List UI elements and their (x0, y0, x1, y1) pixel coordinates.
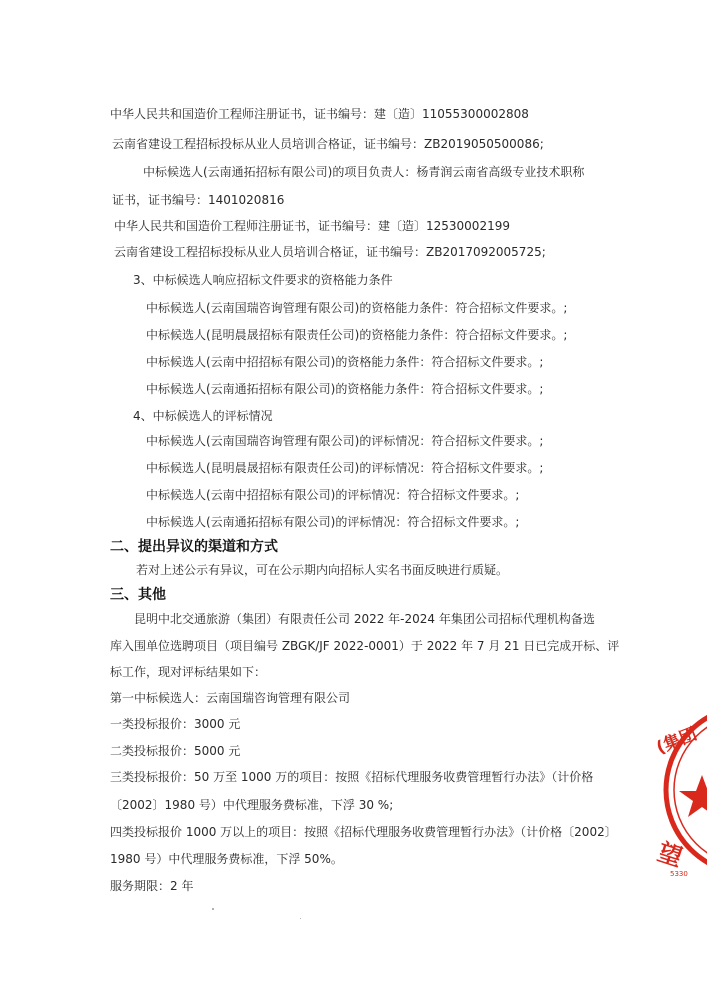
company-seal (640, 705, 707, 885)
class-3-price: 三类投标报价：50 万至 1000 万的项目：按照《招标代理服务收费管理暂行办法》（计价格 (110, 770, 594, 784)
section-3-title: 3、中标候选人响应招标文件要求的资格能力条件 (133, 273, 393, 287)
class-3-price: 〔2002〕1980 号）中代理服务费标准，下浮 30 %; (110, 798, 394, 812)
class-1-price: 一类投标报价：3000 元 (110, 717, 241, 731)
scan-speck (300, 918, 301, 919)
heading-objection: 二、提出异议的渠道和方式 (110, 539, 278, 555)
evaluation-item: 中标候选人(云南中招招标有限公司)的评标情况：符合招标文件要求。; (146, 488, 520, 502)
credential-line: 云南省建设工程招标投标从业人员培训合格证，证书编号：ZB2017092005725; (114, 245, 546, 259)
qualification-item: 中标候选人(云南通拓招标有限公司)的资格能力条件：符合招标文件要求。; (146, 382, 544, 396)
credential-line: 中华人民共和国造价工程师注册证书，证书编号：建〔造〕12530002199 (114, 219, 510, 233)
class-4-price: 四类投标报价 1000 万以上的项目：按照《招标代理服务收费管理暂行办法》（计价格〔2002〕 (110, 825, 617, 839)
evaluation-item: 中标候选人(云南通拓招标有限公司)的评标情况：符合招标文件要求。; (146, 515, 520, 529)
class-4-price: 1980 号）中代理服务费标准，下浮 50%。 (110, 852, 343, 866)
credential-line: 中华人民共和国造价工程师注册证书，证书编号：建〔造〕11055300002808 (110, 107, 529, 121)
objection-text: 若对上述公示有异议，可在公示期内向招标人实名书面反映进行质疑。 (136, 563, 509, 577)
heading-other: 三、其他 (110, 587, 166, 603)
star-icon (679, 775, 707, 817)
service-period: 服务期限：2 年 (110, 879, 194, 893)
qualification-item: 中标候选人(云南中招招标有限公司)的资格能力条件：符合招标文件要求。; (146, 355, 544, 369)
project-manager-line: 中标候选人(云南通拓招标有限公司)的项目负责人：杨青润云南省高级专业技术职称 (143, 165, 585, 179)
scan-speck (212, 908, 214, 910)
class-2-price: 二类投标报价：5000 元 (110, 744, 241, 758)
seal-graphic (640, 705, 707, 885)
qualification-item: 中标候选人(云南国瑞咨询管理有限公司)的资格能力条件：符合招标文件要求。; (146, 301, 568, 315)
evaluation-item: 中标候选人(昆明晨晟招标有限责任公司)的评标情况：符合招标文件要求。; (146, 461, 544, 475)
paragraph-line: 库入围单位选聘项目（项目编号 ZBGK/JF 2022-0001）于 2022 年 7 月 21 日已完成开标、评 (110, 639, 620, 653)
paragraph-line: 昆明中北交通旅游（集团）有限责任公司 2022 年-2024 年集团公司招标代理机构备选 (134, 612, 595, 626)
project-manager-line: 证书，证书编号：1401020816 (112, 193, 285, 207)
credential-line: 云南省建设工程招标投标从业人员培训合格证，证书编号：ZB2019050500086; (112, 137, 544, 151)
seal-text-lower: 望 (654, 837, 686, 873)
paragraph-line: 标工作，现对评标结果如下： (110, 665, 267, 679)
evaluation-item: 中标候选人(云南国瑞咨询管理有限公司)的评标情况：符合招标文件要求。; (146, 434, 544, 448)
first-candidate: 第一中标候选人：云南国瑞咨询管理有限公司 (110, 691, 351, 705)
seal-code: 5330 (670, 870, 688, 878)
section-4-title: 4、中标候选人的评标情况 (133, 409, 273, 423)
qualification-item: 中标候选人(昆明晨晟招标有限责任公司)的资格能力条件：符合招标文件要求。; (146, 328, 568, 342)
seal-text-upper: (集团 (653, 724, 700, 759)
